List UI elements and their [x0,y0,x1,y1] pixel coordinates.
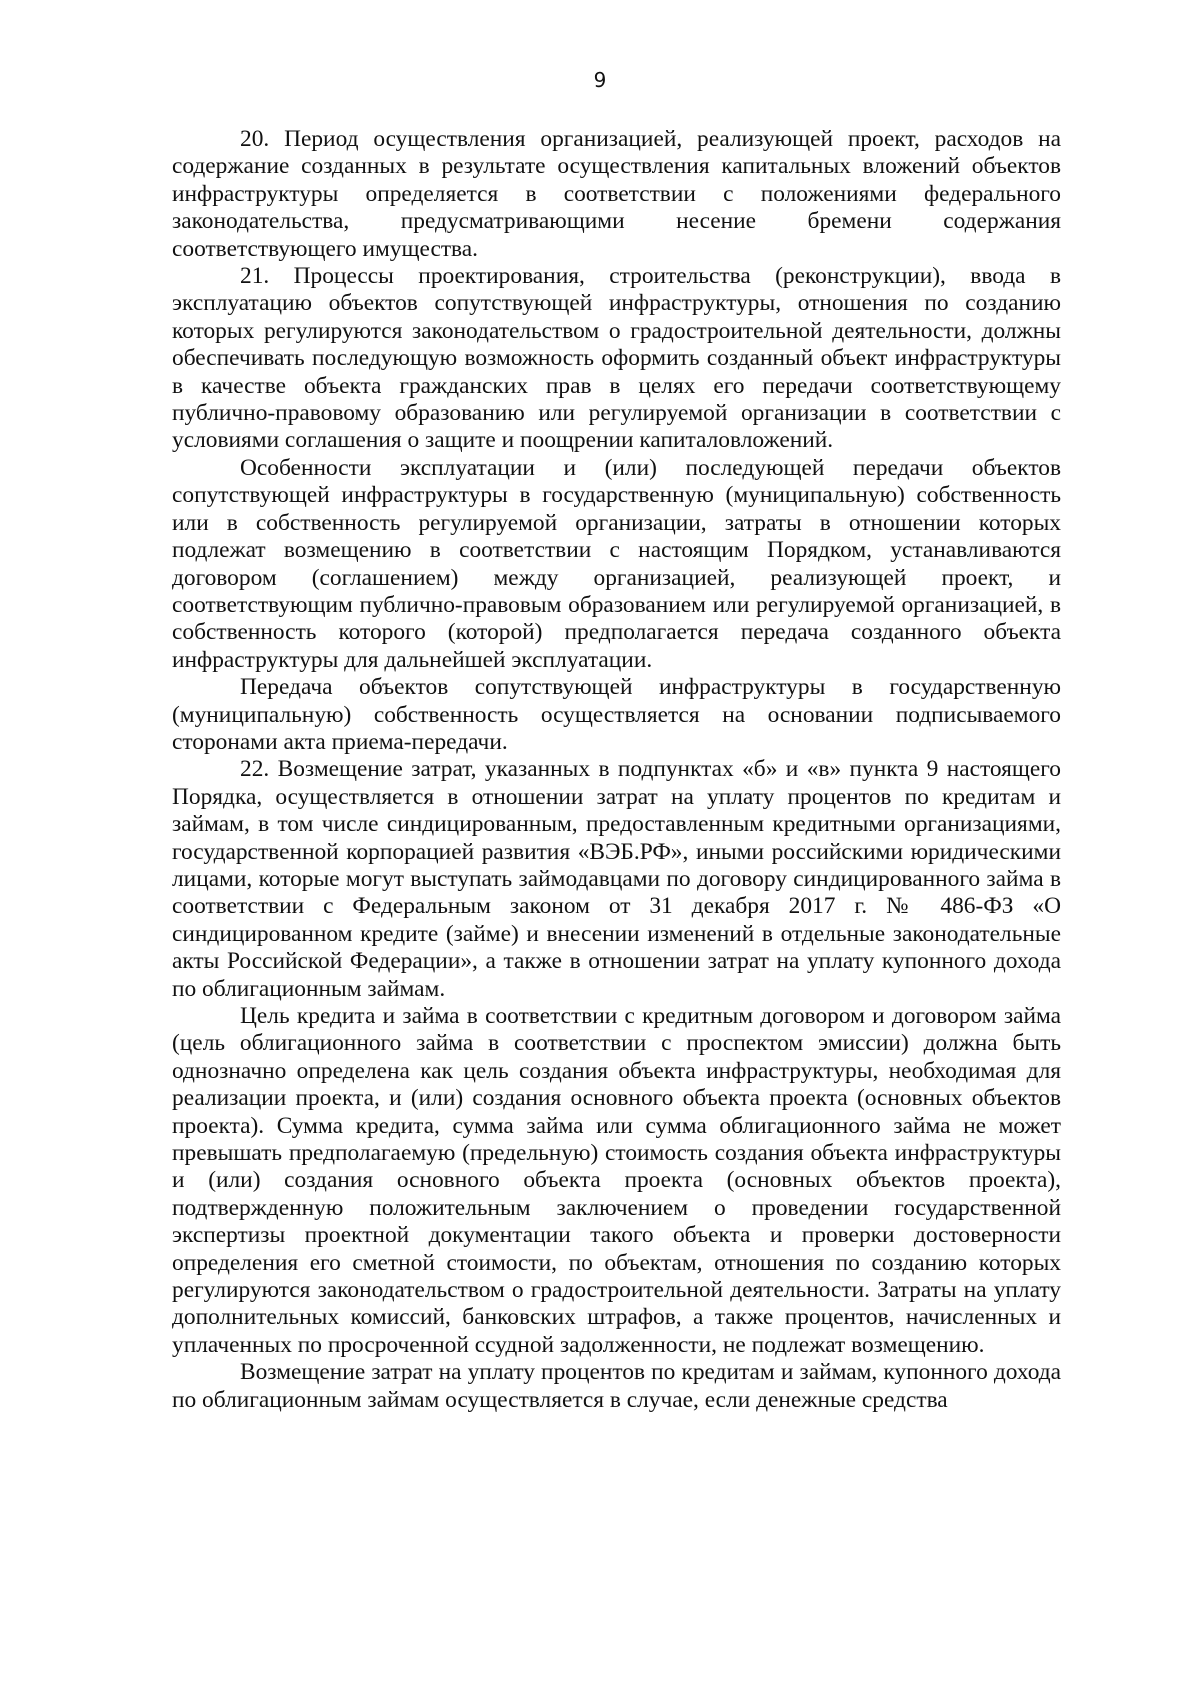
paragraph-21: 21. Процессы проектирования, строительства (реконструкции), ввода в эксплуатацию объектов сопутствующей инфраструктуры, отношения по созданию которых регулируются законодательством о градостроительной деятельности, должны обеспечивать последующую возможность оформить созданный объект инфраструктуры в качестве объекта гражданских прав в целях его передачи соответствующему публично-правовому образованию или регулируемой организации в соответствии с условиями соглашения о защите и поощрении капиталовложений. [172,263,1061,454]
page-number: 9 [593,68,607,92]
paragraph-22-reimbursement: Возмещение затрат на уплату процентов по кредитам и займам, купонного дохода по облигационным займам осуществляется в случае, если денежные средства [172,1359,1061,1413]
paragraph-21-features: Особенности эксплуатации и (или) последующей передачи объектов сопутствующей инфраструктуры в государственную (муниципальную) собственность или в собственность регулируемой организации, затраты в отношении которых подлежат возмещению в соответствии с настоящим Порядком, устанавливаются договором (соглашением) между организацией, реализующей проект, и соответствующим публично-правовым образованием или регулируемой организацией, в собственность которого (которой) предполагается передача созданного объекта инфраструктуры для дальнейшей эксплуатации. [172,454,1061,673]
paragraph-22-loan-purpose: Цель кредита и займа в соответствии с кредитным договором и договором займа (цель облигационного займа в соответствии с проспектом эмиссии) должна быть однозначно определена как цель создания объекта инфраструктуры, необходимая для реализации проекта, и (или) создания основного объекта проекта (основных объектов проекта). Сумма кредита, сумма займа или сумма облигационного займа не может превышать предполагаемую (предельную) стоимость создания объекта инфраструктуры и (или) создания основного объекта проекта (основных объектов проекта), подтвержденную положительным заключением о проведении государственной экспертизы проектной документации такого объекта и проверки достоверности определения его сметной стоимости, по объектам, отношения по созданию которых регулируются законодательством о градостроительной деятельности. Затраты на уплату дополнительных комиссий, банковских штрафов, а также процентов, начисленных и уплаченных по просроченной ссудной задолженности, не подлежат возмещению. [172,1003,1061,1358]
paragraph-21-transfer: Передача объектов сопутствующей инфраструктуры в государственную (муниципальную) собственность осуществляется на основании подписываемого сторонами акта приема-передачи. [172,674,1061,755]
document-body [172,126,1061,1414]
paragraph-22: 22. Возмещение затрат, указанных в подпунктах «б» и «в» пункта 9 настоящего Порядка, осуществляется в отношении затрат на уплату процентов по кредитам и займам, в том числе синдицированным, предоставленным кредитными организациями, государственной корпорацией развития «ВЭБ.РФ», иными российскими юридическими лицами, которые могут выступать займодавцами по договору синдицированного займа в соответствии с Федеральным законом от 31 декабря 2017 г. № 486-ФЗ «О синдицированном кредите (займе) и внесении изменений в отдельные законодательные акты Российской Федерации», а также в отношении затрат на уплату купонного дохода по облигационным займам. [172,756,1061,1002]
paragraph-20: 20. Период осуществления организацией, реализующей проект, расходов на содержание созданных в результате осуществления капитальных вложений объектов инфраструктуры определяется в соответствии с положениями федерального законодательства, предусматривающими несение бремени содержания соответствующего имущества. [172,126,1061,262]
